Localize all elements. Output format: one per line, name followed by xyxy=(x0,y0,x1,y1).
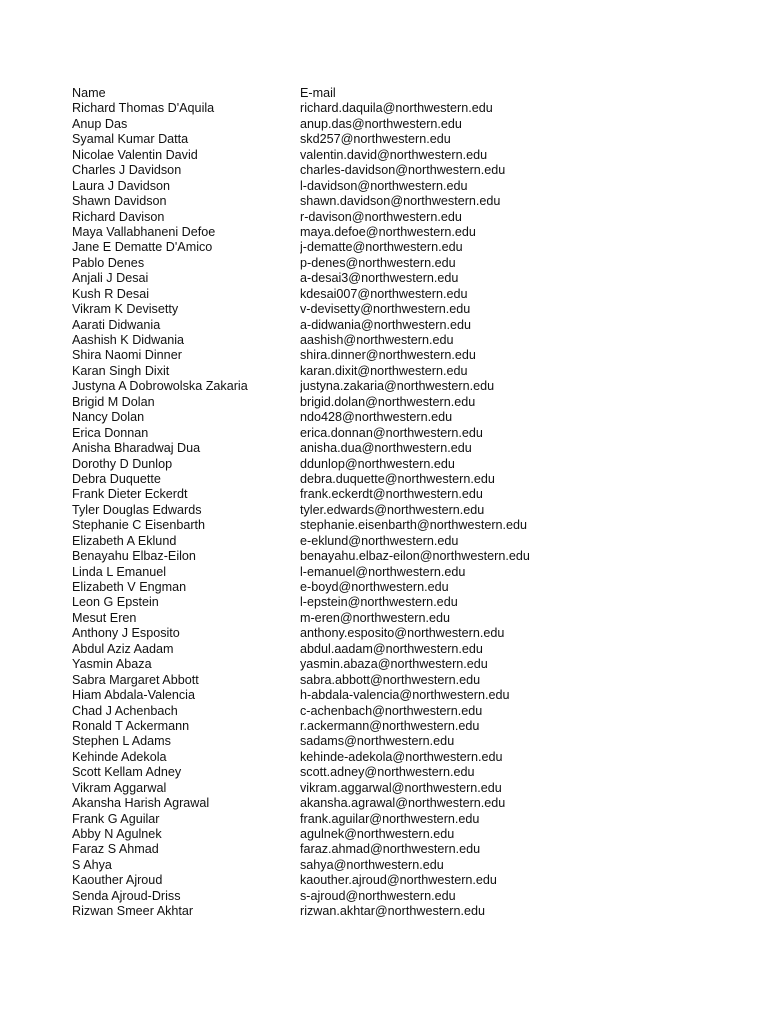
table-row xyxy=(72,827,672,842)
person-email: richard.daquila@northwestern.edu xyxy=(300,101,493,116)
person-email: e-boyd@northwestern.edu xyxy=(300,580,449,594)
header-row xyxy=(72,86,672,101)
person-email: yasmin.abaza@northwestern.edu xyxy=(300,657,488,672)
person-email: anisha.dua@northwestern.edu xyxy=(300,441,472,456)
person-name: Vikram K Devisetty xyxy=(72,302,179,317)
person-name: Pablo Denes xyxy=(72,255,145,270)
person-name: Shira Naomi Dinner xyxy=(72,348,182,363)
table-row xyxy=(72,642,672,657)
person-email: sadams@northwestern.edu xyxy=(300,734,455,749)
person-name: Debra Duquette xyxy=(72,471,161,486)
person-email: r-davison@northwestern.edu xyxy=(300,209,462,224)
person-name: Akansha Harish Agrawal xyxy=(72,796,210,811)
table-row xyxy=(72,426,672,441)
person-email: stephanie.eisenbarth@northwestern.edu xyxy=(300,518,528,533)
person-name: Aashish K Didwania xyxy=(72,333,185,347)
table-row xyxy=(72,812,672,827)
table-row xyxy=(72,240,672,255)
person-email: shira.dinner@northwestern.edu xyxy=(300,348,476,363)
table-row xyxy=(72,210,672,225)
table-row xyxy=(72,364,672,379)
person-name: Mesut Eren xyxy=(72,610,137,625)
person-name: Kehinde Adekola xyxy=(72,749,167,764)
person-email: ddunlop@northwestern.edu xyxy=(300,456,455,471)
column-header-name: Name xyxy=(72,86,106,100)
person-email: benayahu.elbaz-eilon@northwestern.edu xyxy=(300,549,530,564)
table-row xyxy=(72,719,672,734)
person-email: sahya@northwestern.edu xyxy=(300,857,444,872)
person-email: p-denes@northwestern.edu xyxy=(300,255,456,270)
person-email: l-emanuel@northwestern.edu xyxy=(300,564,466,579)
person-name: Frank G Aguilar xyxy=(72,811,160,826)
table-row xyxy=(72,688,672,703)
table-row xyxy=(72,441,672,456)
person-name: Syamal Kumar Datta xyxy=(72,132,189,147)
person-email: tyler.edwards@northwestern.edu xyxy=(300,502,485,517)
person-name: Scott Kellam Adney xyxy=(72,765,182,780)
person-name: Laura J Davidson xyxy=(72,178,171,193)
person-email: frank.eckerdt@northwestern.edu xyxy=(300,487,483,502)
person-email: anup.das@northwestern.edu xyxy=(300,116,462,131)
person-name: Brigid M Dolan xyxy=(72,394,155,409)
person-name: Vikram Aggarwal xyxy=(72,780,167,795)
person-name: S Ahya xyxy=(72,857,112,872)
person-name: Tyler Douglas Edwards xyxy=(72,502,202,517)
table-row xyxy=(72,657,672,672)
person-name: Dorothy D Dunlop xyxy=(72,456,173,471)
person-name: Sabra Margaret Abbott xyxy=(72,672,199,687)
person-email: aashish@northwestern.edu xyxy=(300,333,454,347)
person-email: a-didwania@northwestern.edu xyxy=(300,317,472,332)
person-email: scott.adney@northwestern.edu xyxy=(300,765,475,780)
person-name: Ronald T Ackermann xyxy=(72,718,190,733)
person-name: Shawn Davidson xyxy=(72,194,167,209)
table-row xyxy=(72,271,672,286)
table-row xyxy=(72,781,672,796)
person-email: frank.aguilar@northwestern.edu xyxy=(300,811,480,826)
person-email: brigid.dolan@northwestern.edu xyxy=(300,394,476,409)
table-row xyxy=(72,904,672,919)
table-row xyxy=(72,858,672,873)
person-email: abdul.aadam@northwestern.edu xyxy=(300,641,483,656)
table-row xyxy=(72,472,672,487)
table-row xyxy=(72,549,672,564)
person-email: charles-davidson@northwestern.edu xyxy=(300,163,506,178)
table-row xyxy=(72,842,672,857)
person-name: Anup Das xyxy=(72,116,128,131)
person-name: Maya Vallabhaneni Defoe xyxy=(72,224,216,239)
person-email: akansha.agrawal@northwestern.edu xyxy=(300,796,506,811)
person-email: sabra.abbott@northwestern.edu xyxy=(300,672,481,687)
table-row xyxy=(72,796,672,811)
person-name: Stephen L Adams xyxy=(72,734,171,749)
person-name: Elizabeth A Eklund xyxy=(72,533,177,548)
column-header-email: E-mail xyxy=(300,86,336,100)
person-email: m-eren@northwestern.edu xyxy=(300,610,450,625)
person-name: Aarati Didwania xyxy=(72,317,161,332)
person-name: Senda Ajroud-Driss xyxy=(72,888,181,903)
person-name: Stephanie C Eisenbarth xyxy=(72,518,206,533)
table-row xyxy=(72,873,672,888)
person-name: Kaouther Ajroud xyxy=(72,873,163,888)
person-name: Justyna A Dobrowolska Zakaria xyxy=(72,379,248,394)
person-email: vikram.aggarwal@northwestern.edu xyxy=(300,780,502,795)
person-name: Chad J Achenbach xyxy=(72,703,178,718)
person-email: shawn.davidson@northwestern.edu xyxy=(300,194,501,209)
table-row xyxy=(72,256,672,271)
table-row xyxy=(72,457,672,472)
person-name: Anisha Bharadwaj Dua xyxy=(72,441,201,456)
person-email: rizwan.akhtar@northwestern.edu xyxy=(300,904,485,919)
table-row xyxy=(72,179,672,194)
person-name: Erica Donnan xyxy=(72,425,149,440)
person-email: h-abdala-valencia@northwestern.edu xyxy=(300,688,510,703)
person-name: Abby N Agulnek xyxy=(72,827,162,841)
person-email: l-epstein@northwestern.edu xyxy=(300,595,458,610)
person-email: maya.defoe@northwestern.edu xyxy=(300,224,476,239)
table-row xyxy=(72,163,672,178)
person-name: Abdul Aziz Aadam xyxy=(72,641,174,656)
person-email: l-davidson@northwestern.edu xyxy=(300,178,468,193)
table-row xyxy=(72,595,672,610)
person-email: anthony.esposito@northwestern.edu xyxy=(300,626,505,641)
table-row xyxy=(72,132,672,147)
table-row xyxy=(72,611,672,626)
person-email: karan.dixit@northwestern.edu xyxy=(300,363,468,378)
table-row xyxy=(72,194,672,209)
person-email: erica.donnan@northwestern.edu xyxy=(300,425,483,440)
person-email: v-devisetty@northwestern.edu xyxy=(300,302,471,317)
person-name: Elizabeth V Engman xyxy=(72,580,187,594)
person-name: Hiam Abdala-Valencia xyxy=(72,688,195,703)
table-row xyxy=(72,518,672,533)
person-name: Yasmin Abaza xyxy=(72,657,152,672)
table-row xyxy=(72,410,672,425)
table-row xyxy=(72,101,672,116)
person-name: Anjali J Desai xyxy=(72,271,149,286)
table-row xyxy=(72,487,672,502)
person-email: valentin.david@northwestern.edu xyxy=(300,147,488,162)
person-name: Richard Thomas D'Aquila xyxy=(72,101,215,116)
table-row xyxy=(72,765,672,780)
person-name: Kush R Desai xyxy=(72,286,149,301)
table-row xyxy=(72,565,672,580)
person-email: kehinde-adekola@northwestern.edu xyxy=(300,749,503,764)
person-email: skd257@northwestern.edu xyxy=(300,132,451,147)
table-row xyxy=(72,534,672,549)
person-email: debra.duquette@northwestern.edu xyxy=(300,471,495,486)
table-row xyxy=(72,379,672,394)
person-name: Leon G Epstein xyxy=(72,595,159,610)
person-name: Frank Dieter Eckerdt xyxy=(72,487,188,502)
table-row xyxy=(72,580,672,595)
table-row xyxy=(72,503,672,518)
person-name: Jane E Dematte D'Amico xyxy=(72,240,213,255)
person-name: Nancy Dolan xyxy=(72,410,145,425)
person-email: agulnek@northwestern.edu xyxy=(300,827,455,841)
table-row xyxy=(72,889,672,904)
table-row xyxy=(72,395,672,410)
person-email: j-dematte@northwestern.edu xyxy=(300,240,463,255)
person-email: kdesai007@northwestern.edu xyxy=(300,286,468,301)
person-email: a-desai3@northwestern.edu xyxy=(300,271,459,286)
person-email: s-ajroud@northwestern.edu xyxy=(300,888,456,903)
person-name: Anthony J Esposito xyxy=(72,626,180,641)
table-row xyxy=(72,302,672,317)
person-name: Faraz S Ahmad xyxy=(72,842,159,857)
table-row xyxy=(72,673,672,688)
person-name: Linda L Emanuel xyxy=(72,564,167,579)
person-name: Rizwan Smeer Akhtar xyxy=(72,904,194,919)
person-email: r.ackermann@northwestern.edu xyxy=(300,718,480,733)
directory-table xyxy=(72,86,672,920)
person-name: Benayahu Elbaz-Eilon xyxy=(72,549,196,564)
table-row xyxy=(72,348,672,363)
person-email: c-achenbach@northwestern.edu xyxy=(300,703,483,718)
table-row xyxy=(72,148,672,163)
table-row xyxy=(72,734,672,749)
person-name: Nicolae Valentin David xyxy=(72,147,198,162)
person-email: faraz.ahmad@northwestern.edu xyxy=(300,842,481,857)
table-row xyxy=(72,318,672,333)
person-email: e-eklund@northwestern.edu xyxy=(300,533,459,548)
table-row xyxy=(72,626,672,641)
table-row xyxy=(72,750,672,765)
table-row xyxy=(72,117,672,132)
person-email: ndo428@northwestern.edu xyxy=(300,410,453,425)
table-row xyxy=(72,225,672,240)
person-email: kaouther.ajroud@northwestern.edu xyxy=(300,873,497,888)
person-name: Charles J Davidson xyxy=(72,163,182,178)
person-email: justyna.zakaria@northwestern.edu xyxy=(300,379,495,394)
person-name: Richard Davison xyxy=(72,209,165,224)
table-row xyxy=(72,704,672,719)
person-name: Karan Singh Dixit xyxy=(72,363,170,378)
table-row xyxy=(72,287,672,302)
table-row xyxy=(72,333,672,348)
table-body xyxy=(72,101,672,919)
